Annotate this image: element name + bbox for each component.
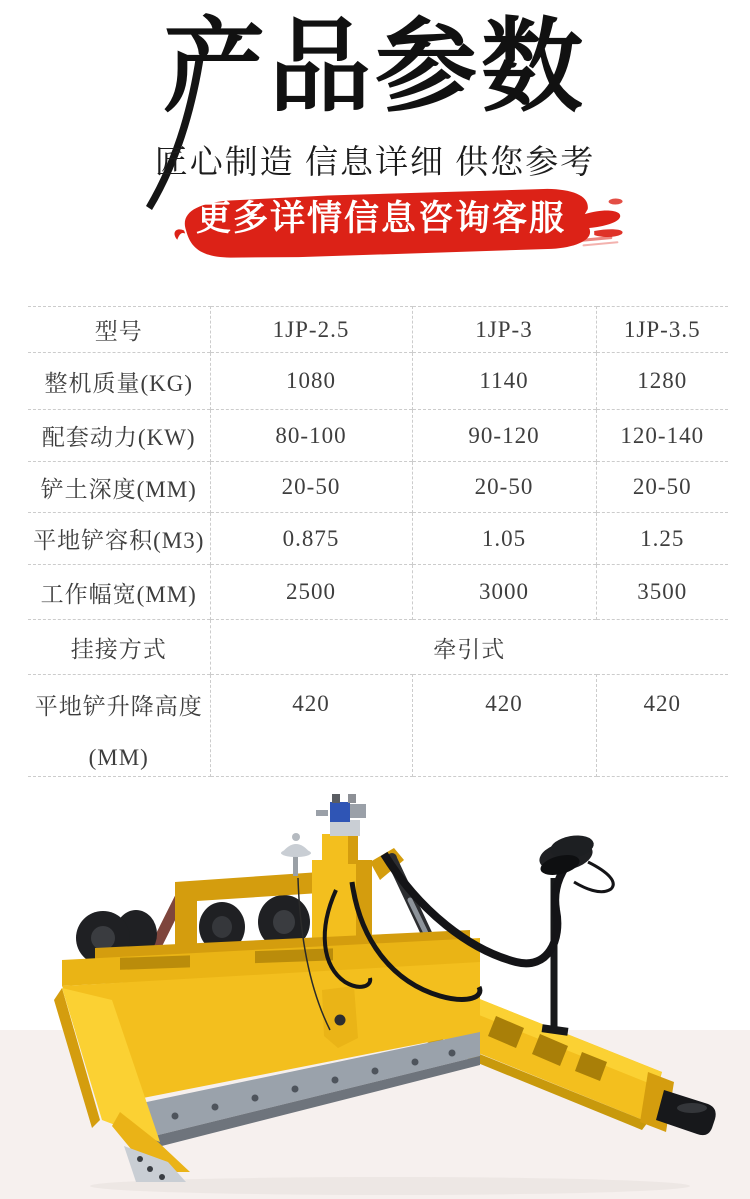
spec-value: 90-120 — [412, 410, 596, 462]
spec-value: 1280 — [596, 353, 728, 410]
table-row — [28, 675, 728, 777]
marker-bell — [281, 833, 311, 876]
table-row — [28, 620, 728, 675]
page-title: 产品参数 — [163, 12, 587, 125]
spec-value: 1140 — [412, 353, 596, 410]
spec-value-merged: 牵引式 — [210, 620, 728, 675]
spec-label: 工作幅宽(MM) — [28, 565, 210, 620]
spec-value: 1JP-2.5 — [210, 307, 412, 353]
spec-label: 铲土深度(MM) — [28, 462, 210, 513]
spec-label: 平地铲容积(M3) — [28, 513, 210, 565]
spec-table — [28, 306, 728, 777]
table-row — [28, 410, 728, 462]
spec-label: 型号 — [28, 307, 210, 353]
spec-value: 420 — [210, 675, 412, 777]
spec-value: 420 — [412, 675, 596, 777]
page-subtitle: 匠心制造 信息详细 供您参考 — [154, 145, 596, 181]
spec-value: 420 — [596, 675, 728, 777]
product-photo — [0, 790, 750, 1199]
customer-service-banner — [168, 186, 634, 262]
table-row — [28, 565, 728, 620]
spec-label: 挂接方式 — [28, 620, 210, 675]
spec-value: 1JP-3 — [412, 307, 596, 353]
hinge-tongue — [322, 986, 358, 1048]
table-row — [28, 462, 728, 513]
spec-value: 20-50 — [596, 462, 728, 513]
spec-label — [28, 675, 210, 777]
spec-value: 1.05 — [412, 513, 596, 565]
table-row — [28, 307, 728, 353]
hydraulic-valve — [330, 802, 350, 822]
spec-value: 1.25 — [596, 513, 728, 565]
spec-label-line1: 平地铲升降高度 — [34, 694, 203, 719]
spec-label-line2: (MM) — [88, 745, 149, 770]
table-row — [28, 513, 728, 565]
table-row — [28, 353, 728, 410]
spec-value: 3000 — [412, 565, 596, 620]
spec-value: 20-50 — [412, 462, 596, 513]
banner-text: 更多详情信息咨询客服 — [196, 199, 567, 238]
spec-value: 3500 — [596, 565, 728, 620]
spec-value: 1JP-3.5 — [596, 307, 728, 353]
grader-machine-illustration — [0, 790, 750, 1199]
spec-value: 0.875 — [210, 513, 412, 565]
spec-value: 20-50 — [210, 462, 412, 513]
spec-label: 配套动力(KW) — [28, 410, 210, 462]
spec-value: 1080 — [210, 353, 412, 410]
spec-value: 2500 — [210, 565, 412, 620]
spec-value: 120-140 — [596, 410, 728, 462]
spec-value: 80-100 — [210, 410, 412, 462]
spec-label: 整机质量(KG) — [28, 353, 210, 410]
